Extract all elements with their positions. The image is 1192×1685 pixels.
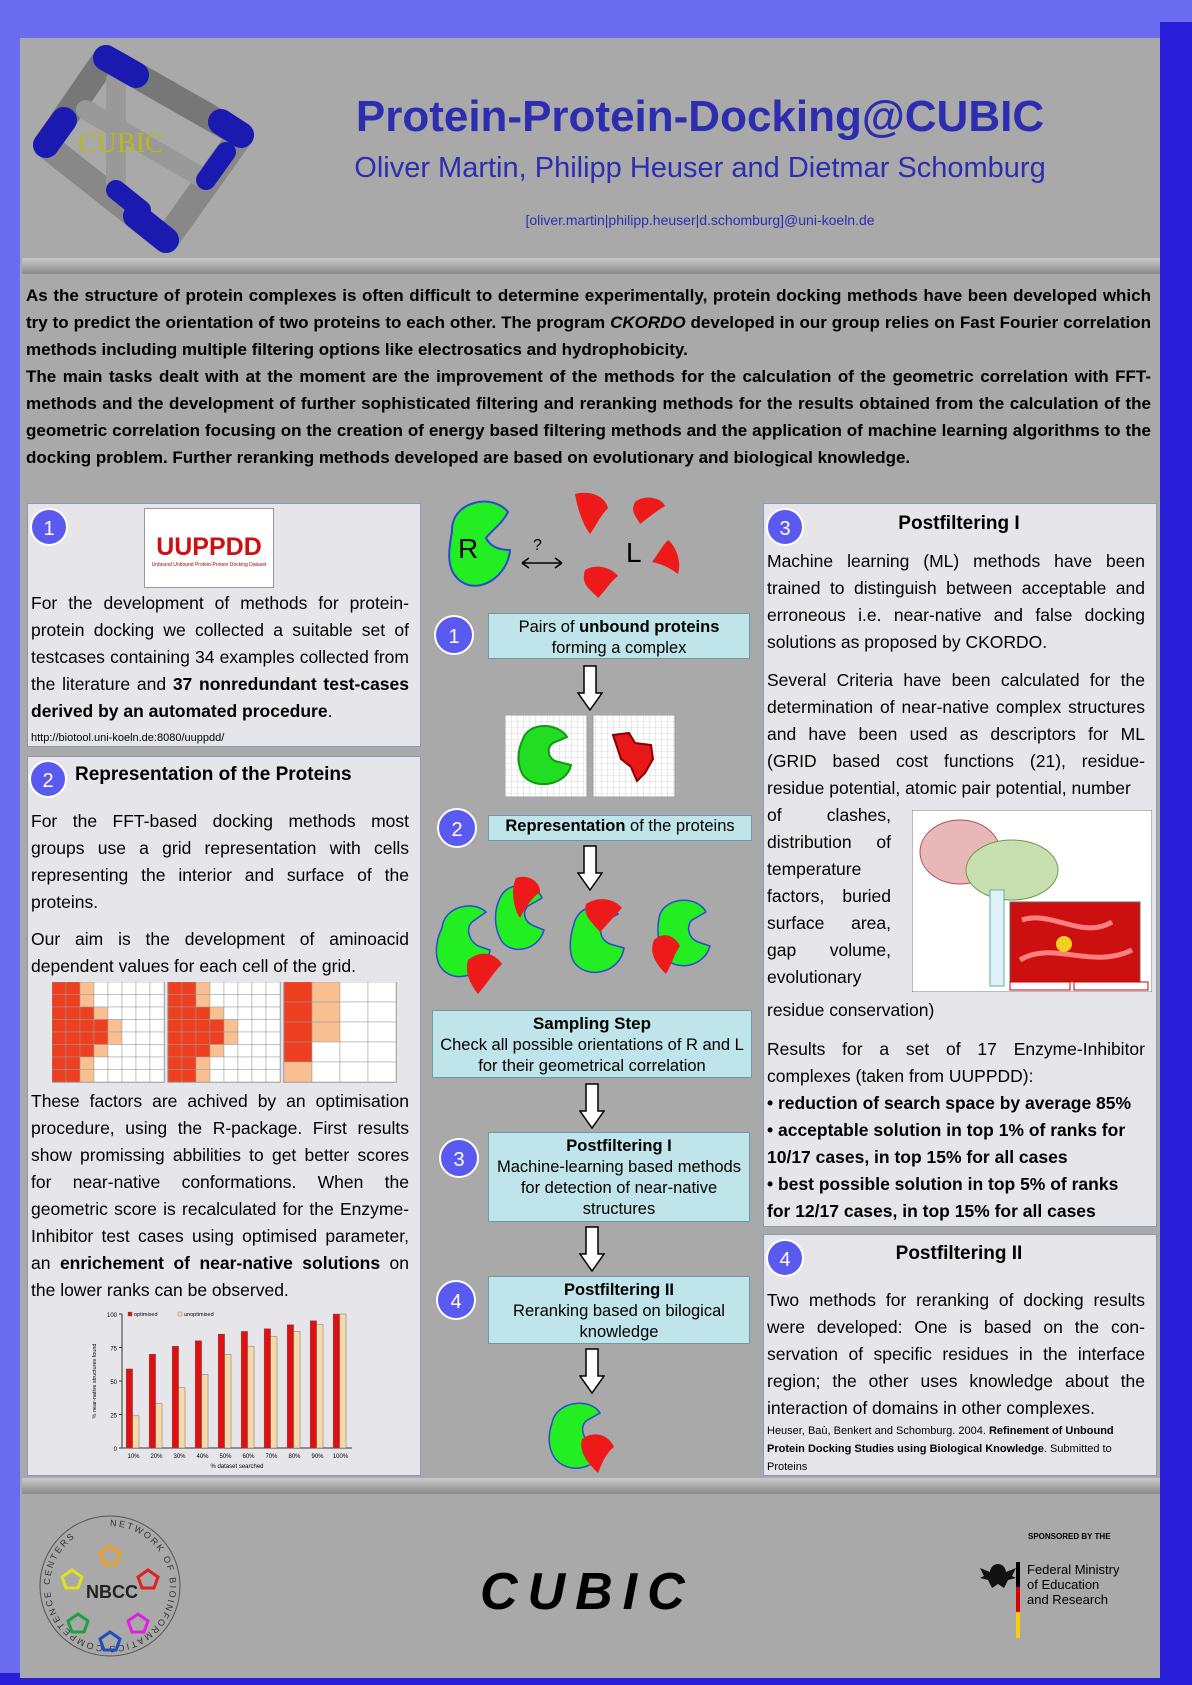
flow-step-postfiltering-1: Postfiltering I Machine-learning based methods for detection of near-native structures: [488, 1132, 750, 1222]
section-number-badge: 3: [766, 508, 804, 546]
y-tick-label: 0: [113, 1447, 117, 1453]
panel3-paragraph-2-continued: of clashes, distribution of temperature factors, buried surface area, gap volume, evolutionary: [767, 805, 891, 987]
y-tick-label: 50: [110, 1380, 117, 1386]
bar-optimised: [310, 1321, 316, 1448]
x-tick-label: 80%: [288, 1454, 301, 1460]
uuppdd-logo: UUPPDD Unbound Unbound Protein-Protein Docking Dataset: [144, 508, 274, 588]
nbcc-logo: [36, 1512, 184, 1662]
ligand-shape-3: [652, 540, 679, 574]
poster-authors: Oliver Martin, Philipp Heuser and Dietmar Schomburg: [354, 152, 1046, 184]
ligand-shape-1: [575, 493, 608, 534]
x-tick-label: 100%: [332, 1454, 349, 1460]
bar-unoptimised: [317, 1325, 323, 1448]
german-eagle-icon: [978, 1562, 1018, 1592]
bar-unoptimised: [202, 1374, 208, 1448]
panel2-title: Representation of the Proteins: [75, 764, 352, 785]
grid-protein-representation: [505, 715, 677, 797]
flow-step-badge: 1: [434, 615, 474, 655]
ml-descriptor-figure: [912, 810, 1152, 992]
section-number-badge: 1: [30, 508, 68, 546]
flow-step-badge: 4: [436, 1280, 476, 1320]
bar-optimised: [195, 1341, 201, 1448]
footer-divider: [22, 1478, 1160, 1494]
flow-arrow: [577, 665, 603, 711]
bar-optimised: [149, 1354, 155, 1448]
panel4-title: Postfiltering II: [895, 1243, 1023, 1264]
legend-label: unoptimised: [184, 1312, 214, 1318]
bar-unoptimised: [271, 1337, 277, 1448]
bar-optimised: [126, 1369, 132, 1448]
flow-step-unbound-proteins: Pairs of unbound proteins forming a complex: [488, 613, 750, 659]
grid-value-tables: [52, 982, 398, 1084]
bar-unoptimised: [294, 1331, 300, 1448]
flow-arrow: [579, 1348, 605, 1394]
y-tick-label: 25: [110, 1413, 117, 1420]
bar-unoptimised: [179, 1388, 185, 1448]
x-tick-label: 20%: [150, 1454, 163, 1460]
x-tick-label: 70%: [265, 1454, 278, 1460]
bar-optimised: [241, 1331, 247, 1448]
panel4-reference: Heuser, Baù, Benkert and Schomburg. 2004. Refinement of Unbound Protein Docking Studies using Biological Knowledge. Submitted to Proteins: [767, 1425, 1114, 1473]
flow-arrow: [579, 1226, 605, 1272]
x-tick-label: 60%: [242, 1454, 255, 1460]
legend-swatch: [128, 1312, 132, 1316]
bar-unoptimised: [340, 1314, 346, 1448]
poster-title: Protein-Protein-Docking@CUBIC: [355, 92, 1045, 141]
ligand-label: L: [626, 537, 642, 568]
bar-optimised: [264, 1329, 270, 1448]
final-complex-illustration: [546, 1395, 622, 1475]
header-divider: [22, 258, 1160, 274]
panel3-paragraph-2: Several Criteria have been calculated for the determination of near-native complex structures and have been used as descriptors for ML (GRID based cost functions (21), residue-residue potential, atomic pair potential, number: [767, 670, 1145, 798]
y-tick-label: 100: [106, 1313, 117, 1319]
panel2-paragraph-1: For the FFT-based docking methods most groups use a grid representation with cells representing the interior and surface of the proteins.: [31, 811, 409, 912]
x-tick-label: 50%: [219, 1454, 232, 1460]
bar-optimised: [333, 1314, 339, 1448]
question-mark: ?: [533, 537, 542, 554]
bar-unoptimised: [248, 1346, 254, 1448]
nbcc-text: NBCC: [86, 1582, 138, 1602]
section-number-badge: 4: [766, 1239, 804, 1277]
uuppdd-url-link[interactable]: http://biotool.uni-koeln.de:8080/uuppdd/: [31, 732, 225, 744]
intro-text: As the structure of protein complexes is often difficult to determine experimentally, protein docking methods have been developed which try to predict the orientation of two proteins to each other. The program CKORDO developed in our group relies on Fast Fourier correlation methods including multiple filtering options like electrosatics and hydrophobicity. The main tasks dealt with at the moment are the improvement of the methods for the calculation of the geometric correlation with FFT-methods and the development of further sophisticated filtering and reranking methods for the results obtained from the calculation of the geometric correlation focusing on the creation of energy based filtering methods and the application of machine learning algorithms to the docking problem. Further reranking methods developed are based on evolutionary and biological knowledge.: [26, 286, 1151, 467]
enrichment-bar-chart: [88, 1306, 360, 1474]
bar-optimised: [218, 1334, 224, 1448]
ligand-shape-2: [633, 498, 665, 524]
sampled-orientations-illustration: [428, 876, 724, 1002]
panel2-paragraph-3: These factors are achived by an optimisation procedure, using the R-package. First results show promissing abbilities to get better scores for near-native conformations. When the geometric score is recalculated for the Enzyme-Inhibitor test cases using optimised parameter, an enrichement of near-native solutions on the lower ranks can be observed.: [31, 1091, 410, 1300]
y-tick-label: 75: [110, 1346, 117, 1353]
panel3-result-3: • best possible solution in top 5% of ranks for 12/17 cases, in top 15% for all cases: [767, 1174, 1119, 1221]
german-flag-bar: [1016, 1562, 1020, 1638]
panel3-paragraph-1: Machine learning (ML) methods have been trained to distinguish between acceptable and erroneous i.e. near-native and false docking solutions as proposed by CKORDO.: [767, 551, 1145, 652]
panel3-paragraph-2-end: residue conservation): [767, 1000, 935, 1020]
panel3-result-1: • reduction of search space by average 85%: [767, 1093, 1132, 1113]
flow-sampling-step: Sampling Step Check all possible orientations of R and L for their geometrical correlation: [432, 1010, 752, 1078]
x-tick-label: 90%: [311, 1454, 324, 1460]
sponsor-label: SPONSORED BY THE: [1028, 1532, 1111, 1541]
x-axis-label: % dataset searched: [210, 1464, 264, 1470]
panel3-title: Postfiltering I: [898, 513, 1020, 534]
x-tick-label: 10%: [127, 1454, 140, 1460]
author-email[interactable]: [oliver.martin|philipp.heuser|d.schomburg]@uni-koeln.de: [525, 212, 875, 228]
svg-text:NETWORK OF BIOINFORMATICS COMP: NETWORK OF BIOINFORMATICS COMPETENCE CENTERS: [41, 1517, 179, 1655]
legend-label: optimised: [134, 1312, 158, 1318]
cubic-cube-logo: [26, 40, 262, 260]
cubic-footer-wordmark: CUBIC: [480, 1563, 695, 1621]
x-tick-label: 40%: [196, 1454, 209, 1460]
docking-proteins-illustration: [440, 490, 710, 600]
panel2-paragraph-2: Our aim is the development of aminoacid dependent values for each cell of the grid.: [31, 929, 409, 976]
x-tick-label: 30%: [173, 1454, 186, 1460]
panel3-results-intro: Results for a set of 17 Enzyme-Inhibitor complexes (taken from UUPPDD):: [767, 1039, 1145, 1086]
bar-optimised: [287, 1325, 293, 1448]
cubic-logo-text: CUBIC: [78, 128, 164, 159]
flow-step-badge: 3: [439, 1138, 479, 1178]
bar-unoptimised: [225, 1354, 231, 1448]
flow-step-postfiltering-2: Postfiltering II Reranking based on bilogical knowledge: [488, 1276, 750, 1344]
ministry-name: Federal Ministry of Education and Research: [1027, 1562, 1120, 1607]
panel1-text: For the development of methods for protein-protein docking we collected a suitable set of testcases containing 34 examples collected from the literature and 37 nonredundant test-cases derived by an automated procedure.: [31, 593, 409, 721]
ligand-shape-4: [584, 567, 618, 598]
bar-unoptimised: [133, 1416, 139, 1448]
panel4-paragraph: Two methods for reranking of docking results were developed: One is based on the con-servation of specific residues in the interface region; the other uses knowledge about the interaction of domains in other complexes.: [767, 1290, 1145, 1418]
flow-arrow: [579, 1083, 605, 1129]
legend-swatch: [178, 1312, 182, 1316]
bar-optimised: [172, 1346, 178, 1448]
bar-unoptimised: [156, 1404, 162, 1448]
section-number-badge: 2: [29, 760, 67, 798]
panel3-result-2: • acceptable solution in top 1% of ranks for 10/17 cases, in top 15% for all cases: [767, 1120, 1126, 1167]
flow-step-badge: 2: [437, 808, 477, 848]
flow-step-representation: Representation of the proteins: [488, 815, 752, 841]
y-axis-label: % near-native structures found: [92, 1343, 98, 1419]
receptor-label: R: [458, 533, 479, 564]
